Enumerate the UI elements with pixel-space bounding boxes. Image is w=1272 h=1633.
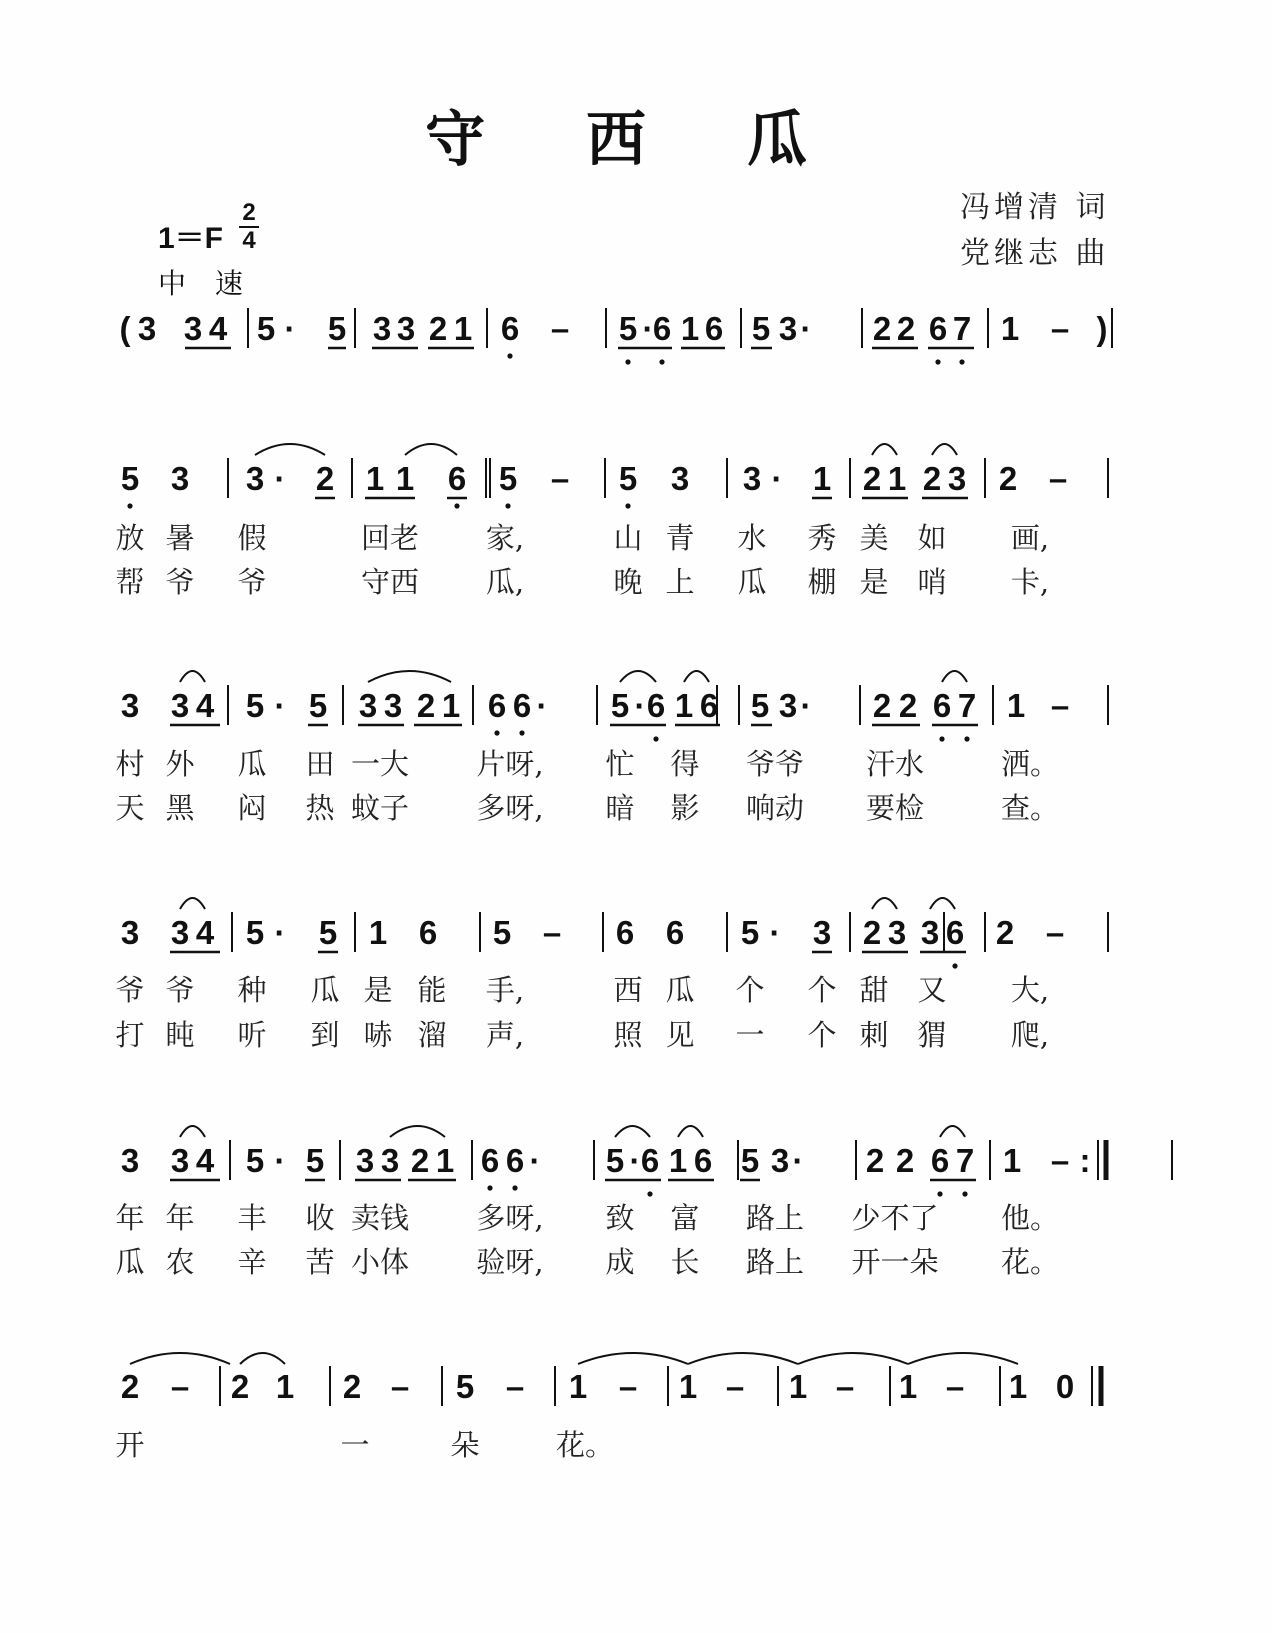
note: 1 <box>1006 687 1026 724</box>
note: 3 <box>778 687 798 724</box>
note: · <box>536 687 548 724</box>
lyric-syllable: 田 <box>305 747 335 781</box>
note: – <box>1048 460 1068 497</box>
lyric-syllable: 苦 <box>305 1245 335 1279</box>
lyric-syllable: 外 <box>165 747 195 781</box>
slur <box>180 1126 205 1137</box>
note: 4 <box>195 687 215 724</box>
lyric-syllable: 一大 <box>350 747 410 781</box>
note: 5 <box>455 1368 475 1405</box>
note: – <box>1050 310 1070 347</box>
note: 5 <box>245 687 265 724</box>
lyric-syllable: 洒。 <box>1000 747 1060 781</box>
lyric-syllable: 闷 <box>237 791 267 825</box>
note: 6 <box>480 1142 500 1179</box>
lyric-syllable: 放 <box>115 521 145 555</box>
slur <box>872 444 897 455</box>
lyric-syllable: 到 <box>310 1018 340 1052</box>
note: 2 <box>998 460 1018 497</box>
lyric-syllable: 一 <box>735 1018 765 1052</box>
time-signature-top: 2 <box>242 199 256 226</box>
note: 7 <box>957 687 977 724</box>
slur <box>368 671 451 682</box>
lyric-syllable: 成 <box>605 1245 635 1279</box>
note: 1 <box>788 1368 808 1405</box>
low-octave-dot <box>494 730 499 735</box>
low-octave-dot <box>512 1185 517 1190</box>
lyric-syllable: 爬, <box>1010 1018 1050 1052</box>
note: 1 <box>887 460 907 497</box>
slur <box>940 1126 965 1137</box>
note: 2 <box>428 310 448 347</box>
note: · <box>771 460 783 497</box>
lyric-syllable: 山 <box>613 521 643 555</box>
lyric-syllable: 青 <box>665 521 695 555</box>
slur <box>908 1353 1018 1364</box>
note: 5 <box>256 310 276 347</box>
lyric-syllable: 照 <box>613 1018 643 1052</box>
lyric-syllable: 爷 <box>165 565 195 599</box>
slur <box>578 1353 688 1364</box>
note: 5 <box>605 1142 625 1179</box>
note: 1 <box>812 460 832 497</box>
slur <box>255 444 325 455</box>
slur <box>620 671 656 682</box>
lyric-syllable: 个 <box>735 973 765 1007</box>
note: 6 <box>640 1142 660 1179</box>
low-octave-dot <box>625 359 630 364</box>
lyric-syllable: 如 <box>917 521 947 555</box>
note: 6 <box>418 914 438 951</box>
note: 7 <box>952 310 972 347</box>
lyric-syllable: 声, <box>485 1018 525 1052</box>
lyric-syllable: 溜 <box>417 1018 447 1052</box>
note: 3 <box>778 310 798 347</box>
note: · <box>274 687 286 724</box>
lyric-syllable: 丰 <box>237 1201 267 1235</box>
note: 6 <box>652 310 672 347</box>
lyric-syllable: 手, <box>485 973 525 1007</box>
note: · <box>629 1142 641 1179</box>
slur <box>405 444 457 455</box>
note: 1 <box>898 1368 918 1405</box>
note: 1 <box>275 1368 295 1405</box>
note: – <box>550 460 570 497</box>
note: – <box>1045 914 1065 951</box>
lyric-syllable: 能 <box>417 973 447 1007</box>
lyric-syllable: 种 <box>237 973 267 1007</box>
lyric-syllable: 晚 <box>613 565 643 599</box>
tempo-marking: 中 速 <box>158 267 253 300</box>
low-octave-dot <box>647 1191 652 1196</box>
lyric-syllable: 是 <box>859 565 889 599</box>
slur <box>390 1126 445 1137</box>
lyric-syllable: 要检 <box>865 791 925 825</box>
lyric-syllable: 一 <box>340 1428 370 1462</box>
note: 7 <box>955 1142 975 1179</box>
note: 6 <box>646 687 666 724</box>
lyric-syllable: 影 <box>670 791 700 825</box>
low-octave-dot <box>952 963 957 968</box>
note: 3 <box>920 914 940 951</box>
note: 1 <box>678 1368 698 1405</box>
note: 3 <box>887 914 907 951</box>
note: 6 <box>945 914 965 951</box>
lyric-syllable: 开 <box>115 1428 145 1462</box>
low-octave-dot <box>625 503 630 508</box>
note: · <box>529 1142 541 1179</box>
note: 1 <box>668 1142 688 1179</box>
lyric-syllable: 村 <box>115 747 145 781</box>
note: – <box>945 1368 965 1405</box>
lyric-syllable: 暑 <box>165 521 195 555</box>
note: 6 <box>693 1142 713 1179</box>
note: 5 <box>120 460 140 497</box>
note: 6 <box>505 1142 525 1179</box>
note: 2 <box>995 914 1015 951</box>
note: 2 <box>410 1142 430 1179</box>
lyric-syllable: 富 <box>670 1201 700 1235</box>
low-octave-dot <box>487 1185 492 1190</box>
note: 5 <box>751 310 771 347</box>
lyric-syllable: 多呀, <box>476 791 544 825</box>
note: · <box>284 310 296 347</box>
note: 5 <box>245 914 265 951</box>
note: 3 <box>947 460 967 497</box>
lyric-syllable: 守西 <box>360 565 420 599</box>
note: 1 <box>1000 310 1020 347</box>
lyric-syllable: 画, <box>1010 521 1050 555</box>
note: · <box>274 460 286 497</box>
lyric-syllable: 天 <box>115 791 145 825</box>
lyric-syllable: 刺 <box>859 1018 889 1052</box>
note: – <box>1050 687 1070 724</box>
lyric-syllable: 假 <box>237 521 267 555</box>
lyric-syllable: 长 <box>670 1245 700 1279</box>
note: – <box>505 1368 525 1405</box>
lyric-syllable: 辛 <box>237 1245 267 1279</box>
lyric-syllable: 花。 <box>1000 1245 1060 1279</box>
lyric-syllable: 听 <box>237 1018 267 1052</box>
song-title: 守 西 瓜 <box>425 105 847 175</box>
lyric-syllable: 美 <box>859 521 889 555</box>
low-octave-dot <box>653 736 658 741</box>
lyric-syllable: 他。 <box>1000 1201 1060 1235</box>
note: 3 <box>170 1142 190 1179</box>
lyric-syllable: 多呀, <box>476 1201 544 1235</box>
note: 3 <box>245 460 265 497</box>
note: 6 <box>447 460 467 497</box>
note: 1 <box>1008 1368 1028 1405</box>
lyric-syllable: 瓜 <box>237 747 267 781</box>
note: 6 <box>928 310 948 347</box>
note: 1 <box>1002 1142 1022 1179</box>
lyric-syllable: 瓜 <box>737 565 767 599</box>
note: 5 <box>610 687 630 724</box>
lyric-syllable: 收 <box>305 1201 335 1235</box>
lyric-syllable: 爷 <box>237 565 267 599</box>
lyric-syllable: 查。 <box>1000 791 1060 825</box>
slur <box>684 671 709 682</box>
lyric-syllable: 上 <box>665 565 695 599</box>
lyric-syllable: 哧 <box>363 1018 393 1052</box>
low-octave-dot <box>962 1191 967 1196</box>
note: · <box>634 687 646 724</box>
lyric-syllable: 致 <box>605 1201 635 1235</box>
note: 5 <box>308 687 328 724</box>
note: 3 <box>396 310 416 347</box>
slur <box>240 1353 285 1364</box>
note: 2 <box>416 687 436 724</box>
note: 0 <box>1055 1368 1075 1405</box>
note: – <box>390 1368 410 1405</box>
note: 1 <box>395 460 415 497</box>
time-signature-bottom: 4 <box>242 227 256 254</box>
lyric-syllable: 哨 <box>917 565 947 599</box>
note: – <box>725 1368 745 1405</box>
note: 6 <box>704 310 724 347</box>
lyric-syllable: 汗水 <box>865 747 925 781</box>
note: 3 <box>120 1142 140 1179</box>
note: 3 <box>372 310 392 347</box>
lyric-syllable: 路上 <box>745 1201 805 1235</box>
lyric-syllable: 打 <box>115 1018 145 1052</box>
low-octave-dot <box>519 730 524 735</box>
lyric-syllable: 盹 <box>165 1018 195 1052</box>
lyric-syllable: 农 <box>165 1245 195 1279</box>
lyric-syllable: 家, <box>485 521 525 555</box>
slur <box>130 1353 230 1364</box>
note: 6 <box>699 687 719 724</box>
note: 6 <box>615 914 635 951</box>
note: 3 <box>812 914 832 951</box>
slur <box>180 671 205 682</box>
note: 2 <box>862 914 882 951</box>
low-octave-dot <box>507 353 512 358</box>
lyric-syllable: 见 <box>665 1018 695 1052</box>
lyric-syllable: 少不了 <box>851 1201 939 1235</box>
lyric-syllable: 爷 <box>165 973 195 1007</box>
lyric-syllable: 热 <box>305 791 335 825</box>
lyric-syllable: 验呀, <box>476 1245 544 1279</box>
note: – <box>618 1368 638 1405</box>
note: 1 <box>674 687 694 724</box>
lyric-syllable: 黑 <box>165 791 195 825</box>
composer-credit: 党继志 曲 <box>960 236 1110 271</box>
note: 3 <box>383 687 403 724</box>
note: 1 <box>365 460 385 497</box>
note: 3 <box>170 460 190 497</box>
note: 5 <box>318 914 338 951</box>
lyric-syllable: 小体 <box>350 1245 410 1279</box>
note: 3 <box>137 310 157 347</box>
note: 2 <box>120 1368 140 1405</box>
lyric-syllable: 又 <box>917 973 947 1007</box>
note: · <box>274 1142 286 1179</box>
lyric-syllable: 年 <box>115 1201 145 1235</box>
low-octave-dot <box>959 359 964 364</box>
slur <box>872 898 897 909</box>
note: : <box>1079 1142 1091 1179</box>
note: 4 <box>208 310 228 347</box>
note: 5 <box>498 460 518 497</box>
lyric-syllable: 暗 <box>605 791 635 825</box>
note: 3 <box>770 1142 790 1179</box>
slur <box>930 898 955 909</box>
note: 2 <box>898 687 918 724</box>
note: – <box>170 1368 190 1405</box>
lyric-syllable: 棚 <box>807 565 837 599</box>
lyric-syllable: 秀 <box>807 521 837 555</box>
note: 6 <box>932 687 952 724</box>
note: 1 <box>368 914 388 951</box>
slur <box>798 1353 908 1364</box>
note: 2 <box>230 1368 250 1405</box>
lyric-syllable: 瓜, <box>485 565 525 599</box>
note: 6 <box>487 687 507 724</box>
note: 1 <box>568 1368 588 1405</box>
note: · <box>274 914 286 951</box>
lyric-syllable: 蚊子 <box>350 791 410 825</box>
slur <box>942 671 967 682</box>
note: 3 <box>170 687 190 724</box>
note: 2 <box>862 460 882 497</box>
note: 3 <box>358 687 378 724</box>
note: 2 <box>895 1142 915 1179</box>
lyric-syllable: 甜 <box>859 973 889 1007</box>
lyric-syllable: 路上 <box>745 1245 805 1279</box>
lyric-syllable: 瓜 <box>115 1245 145 1279</box>
lyric-syllable: 得 <box>670 747 700 781</box>
note: 6 <box>665 914 685 951</box>
slur <box>180 898 205 909</box>
note: · <box>642 310 654 347</box>
note: 5 <box>492 914 512 951</box>
lyric-syllable: 爷爷 <box>745 747 805 781</box>
note: 5 <box>740 1142 760 1179</box>
note: 5 <box>618 310 638 347</box>
note: 6 <box>500 310 520 347</box>
lyric-syllable: 瓜 <box>310 973 340 1007</box>
note: · <box>792 1142 804 1179</box>
lyric-syllable: 帮 <box>115 565 145 599</box>
note: – <box>835 1368 855 1405</box>
lyric-syllable: 西 <box>613 973 643 1007</box>
note: – <box>542 914 562 951</box>
low-octave-dot <box>454 503 459 508</box>
note: 5 <box>750 687 770 724</box>
low-octave-dot <box>937 1191 942 1196</box>
lyricist-credit: 冯增清 词 <box>960 190 1110 225</box>
note: 5 <box>305 1142 325 1179</box>
lyric-syllable: 大, <box>1010 973 1050 1007</box>
lyric-syllable: 片呀, <box>476 747 544 781</box>
note: 1 <box>453 310 473 347</box>
note: 4 <box>195 914 215 951</box>
note: 5 <box>327 310 347 347</box>
low-octave-dot <box>659 359 664 364</box>
note: 5 <box>740 914 760 951</box>
note: 3 <box>170 914 190 951</box>
lyric-syllable: 个 <box>807 1018 837 1052</box>
slur <box>932 444 957 455</box>
note: 3 <box>120 687 140 724</box>
note: 1 <box>680 310 700 347</box>
lyric-syllable: 响动 <box>745 791 805 825</box>
note: 5 <box>618 460 638 497</box>
open-paren: ( <box>119 310 131 347</box>
lyric-syllable: 水 <box>737 521 767 555</box>
note: 3 <box>670 460 690 497</box>
low-octave-dot <box>939 736 944 741</box>
note: 5 <box>245 1142 265 1179</box>
low-octave-dot <box>127 503 132 508</box>
note: 4 <box>195 1142 215 1179</box>
note: 6 <box>512 687 532 724</box>
lyric-syllable: 卡, <box>1010 565 1050 599</box>
lyric-syllable: 朵 <box>450 1428 480 1462</box>
low-octave-dot <box>505 503 510 508</box>
note: 3 <box>380 1142 400 1179</box>
note: – <box>550 310 570 347</box>
note: 2 <box>315 460 335 497</box>
note: 2 <box>342 1368 362 1405</box>
low-octave-dot <box>935 359 940 364</box>
note: · <box>800 687 812 724</box>
note: · <box>800 310 812 347</box>
lyric-syllable: 开一朵 <box>851 1245 939 1279</box>
note: 3 <box>742 460 762 497</box>
lyric-syllable: 爷 <box>115 973 145 1007</box>
note: 1 <box>441 687 461 724</box>
note: 2 <box>872 687 892 724</box>
note: 3 <box>183 310 203 347</box>
lyric-syllable: 回老 <box>360 521 420 555</box>
slur <box>678 1126 703 1137</box>
lyric-syllable: 是 <box>363 973 393 1007</box>
note: 1 <box>435 1142 455 1179</box>
note: – <box>1050 1142 1070 1179</box>
key-signature: 1＝F <box>158 222 224 255</box>
note: · <box>769 914 781 951</box>
lyric-syllable: 卖钱 <box>350 1201 410 1235</box>
note: 2 <box>896 310 916 347</box>
slur <box>688 1353 798 1364</box>
lyric-syllable: 个 <box>807 973 837 1007</box>
note: 2 <box>922 460 942 497</box>
note: 2 <box>872 310 892 347</box>
low-octave-dot <box>964 736 969 741</box>
note: 3 <box>120 914 140 951</box>
lyric-syllable: 瓜 <box>665 973 695 1007</box>
note: 2 <box>865 1142 885 1179</box>
lyric-syllable: 忙 <box>605 747 635 781</box>
slur <box>615 1126 650 1137</box>
note: 3 <box>355 1142 375 1179</box>
note: 6 <box>930 1142 950 1179</box>
lyric-syllable: 花。 <box>555 1428 615 1462</box>
lyric-syllable: 猬 <box>917 1018 947 1052</box>
close-paren: ) <box>1096 310 1108 347</box>
lyric-syllable: 年 <box>165 1201 195 1235</box>
